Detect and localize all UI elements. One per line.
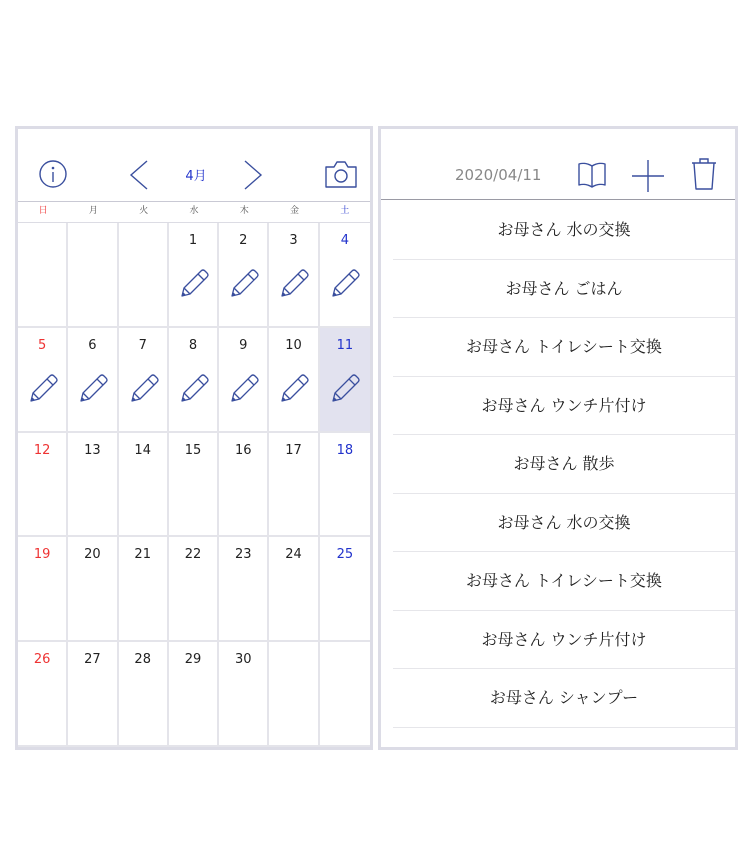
calendar-day-cell[interactable] xyxy=(269,223,319,328)
calendar-day-cell[interactable] xyxy=(119,433,169,538)
day-number: 6 xyxy=(88,337,97,353)
calendar-day-cell[interactable] xyxy=(219,328,269,433)
month-label: 4月 xyxy=(185,169,207,184)
selected-date: 2020/04/11 xyxy=(455,166,542,184)
day-number: 24 xyxy=(285,547,302,563)
pencil-icon xyxy=(179,372,211,404)
weekday-label: 土 xyxy=(340,206,350,216)
calendar-day-cell[interactable] xyxy=(219,537,269,642)
calendar-day-cell[interactable] xyxy=(119,328,169,433)
day-number: 23 xyxy=(235,547,252,563)
pencil-icon xyxy=(279,267,311,299)
day-number: 12 xyxy=(33,442,51,458)
calendar-day-cell[interactable] xyxy=(269,328,319,433)
calendar-day-cell[interactable] xyxy=(219,223,269,328)
weekday-label: 水 xyxy=(189,206,199,216)
book-icon[interactable] xyxy=(577,161,607,189)
pencil-icon xyxy=(229,267,261,299)
calendar-panel xyxy=(15,126,373,750)
camera-icon[interactable] xyxy=(324,159,358,189)
calendar-day-cell[interactable] xyxy=(18,433,68,538)
list-item[interactable]: お母さん ごはん xyxy=(393,260,735,319)
day-number: 15 xyxy=(184,442,202,458)
calendar-empty-cell xyxy=(320,642,370,747)
calendar-empty-cell xyxy=(269,642,319,747)
list-item[interactable]: お母さん トイレシート交換 xyxy=(393,318,735,377)
pencil-icon xyxy=(179,267,211,299)
day-number: 17 xyxy=(285,442,302,458)
day-number: 13 xyxy=(84,442,101,458)
plus-icon[interactable] xyxy=(631,159,665,193)
day-number: 28 xyxy=(134,652,151,668)
calendar-day-cell[interactable] xyxy=(68,537,118,642)
day-number: 27 xyxy=(84,652,101,668)
calendar-day-cell[interactable] xyxy=(169,642,219,747)
day-number: 11 xyxy=(336,337,354,353)
pencil-icon xyxy=(330,267,362,299)
calendar-day-cell[interactable] xyxy=(18,328,68,433)
day-number: 26 xyxy=(33,652,51,668)
day-number: 21 xyxy=(134,547,151,563)
list-item[interactable]: お母さん ウンチ片付け xyxy=(393,611,735,670)
chevron-left-icon[interactable] xyxy=(128,159,150,191)
calendar-day-cell[interactable] xyxy=(320,328,370,433)
day-number: 8 xyxy=(188,337,198,353)
day-number: 5 xyxy=(38,337,47,353)
calendar-day-cell[interactable] xyxy=(169,328,219,433)
task-list xyxy=(393,201,735,728)
calendar-grid xyxy=(18,223,370,747)
calendar-day-cell[interactable] xyxy=(269,433,319,538)
calendar-day-cell[interactable] xyxy=(320,223,370,328)
detail-panel xyxy=(378,126,738,750)
calendar-day-cell[interactable] xyxy=(68,433,118,538)
calendar-empty-cell xyxy=(119,223,169,328)
day-number: 9 xyxy=(239,337,248,353)
weekday-label: 火 xyxy=(139,206,149,216)
day-number: 4 xyxy=(340,233,349,248)
weekday-header xyxy=(18,201,370,223)
chevron-right-icon[interactable] xyxy=(242,159,264,191)
weekday-label: 金 xyxy=(290,206,300,216)
pencil-icon xyxy=(78,372,110,404)
list-item[interactable]: お母さん 水の交換 xyxy=(393,494,735,553)
info-icon[interactable] xyxy=(38,159,68,189)
day-number: 1 xyxy=(188,233,198,248)
day-number: 19 xyxy=(33,547,51,563)
pencil-icon xyxy=(330,372,362,404)
day-number: 30 xyxy=(235,652,252,668)
list-item[interactable]: お母さん シャンプー xyxy=(393,669,735,728)
calendar-day-cell[interactable] xyxy=(320,537,370,642)
day-number: 20 xyxy=(84,547,101,563)
weekday-label: 日 xyxy=(38,206,48,216)
day-number: 10 xyxy=(285,337,302,353)
pencil-icon xyxy=(279,372,311,404)
day-number: 25 xyxy=(336,547,354,563)
pencil-icon xyxy=(129,372,161,404)
calendar-day-cell[interactable] xyxy=(119,537,169,642)
calendar-day-cell[interactable] xyxy=(68,328,118,433)
weekday-label: 木 xyxy=(239,206,249,216)
list-item[interactable]: お母さん ウンチ片付け xyxy=(393,377,735,436)
list-item[interactable]: お母さん 水の交換 xyxy=(393,201,735,260)
calendar-day-cell[interactable] xyxy=(269,537,319,642)
calendar-day-cell[interactable] xyxy=(18,642,68,747)
calendar-header xyxy=(18,129,370,201)
calendar-day-cell[interactable] xyxy=(119,642,169,747)
day-number: 3 xyxy=(289,233,298,248)
day-number: 2 xyxy=(239,233,248,248)
trash-icon[interactable] xyxy=(691,157,717,191)
day-number: 16 xyxy=(235,442,252,458)
pencil-icon xyxy=(28,372,60,404)
calendar-day-cell[interactable] xyxy=(169,433,219,538)
calendar-day-cell[interactable] xyxy=(320,433,370,538)
calendar-empty-cell xyxy=(68,223,118,328)
calendar-day-cell[interactable] xyxy=(169,223,219,328)
calendar-day-cell[interactable] xyxy=(219,642,269,747)
calendar-empty-cell xyxy=(18,223,68,328)
day-number: 14 xyxy=(134,442,151,458)
list-item[interactable]: お母さん トイレシート交換 xyxy=(393,552,735,611)
calendar-day-cell[interactable] xyxy=(18,537,68,642)
day-number: 7 xyxy=(138,337,147,353)
day-number: 18 xyxy=(336,442,354,458)
list-item[interactable]: お母さん 散歩 xyxy=(393,435,735,494)
calendar-day-cell[interactable] xyxy=(68,642,118,747)
calendar-day-cell[interactable] xyxy=(219,433,269,538)
calendar-day-cell[interactable] xyxy=(169,537,219,642)
weekday-label: 月 xyxy=(88,206,98,216)
day-number: 22 xyxy=(184,547,202,563)
day-number: 29 xyxy=(184,652,202,668)
pencil-icon xyxy=(229,372,261,404)
detail-header xyxy=(381,129,735,200)
